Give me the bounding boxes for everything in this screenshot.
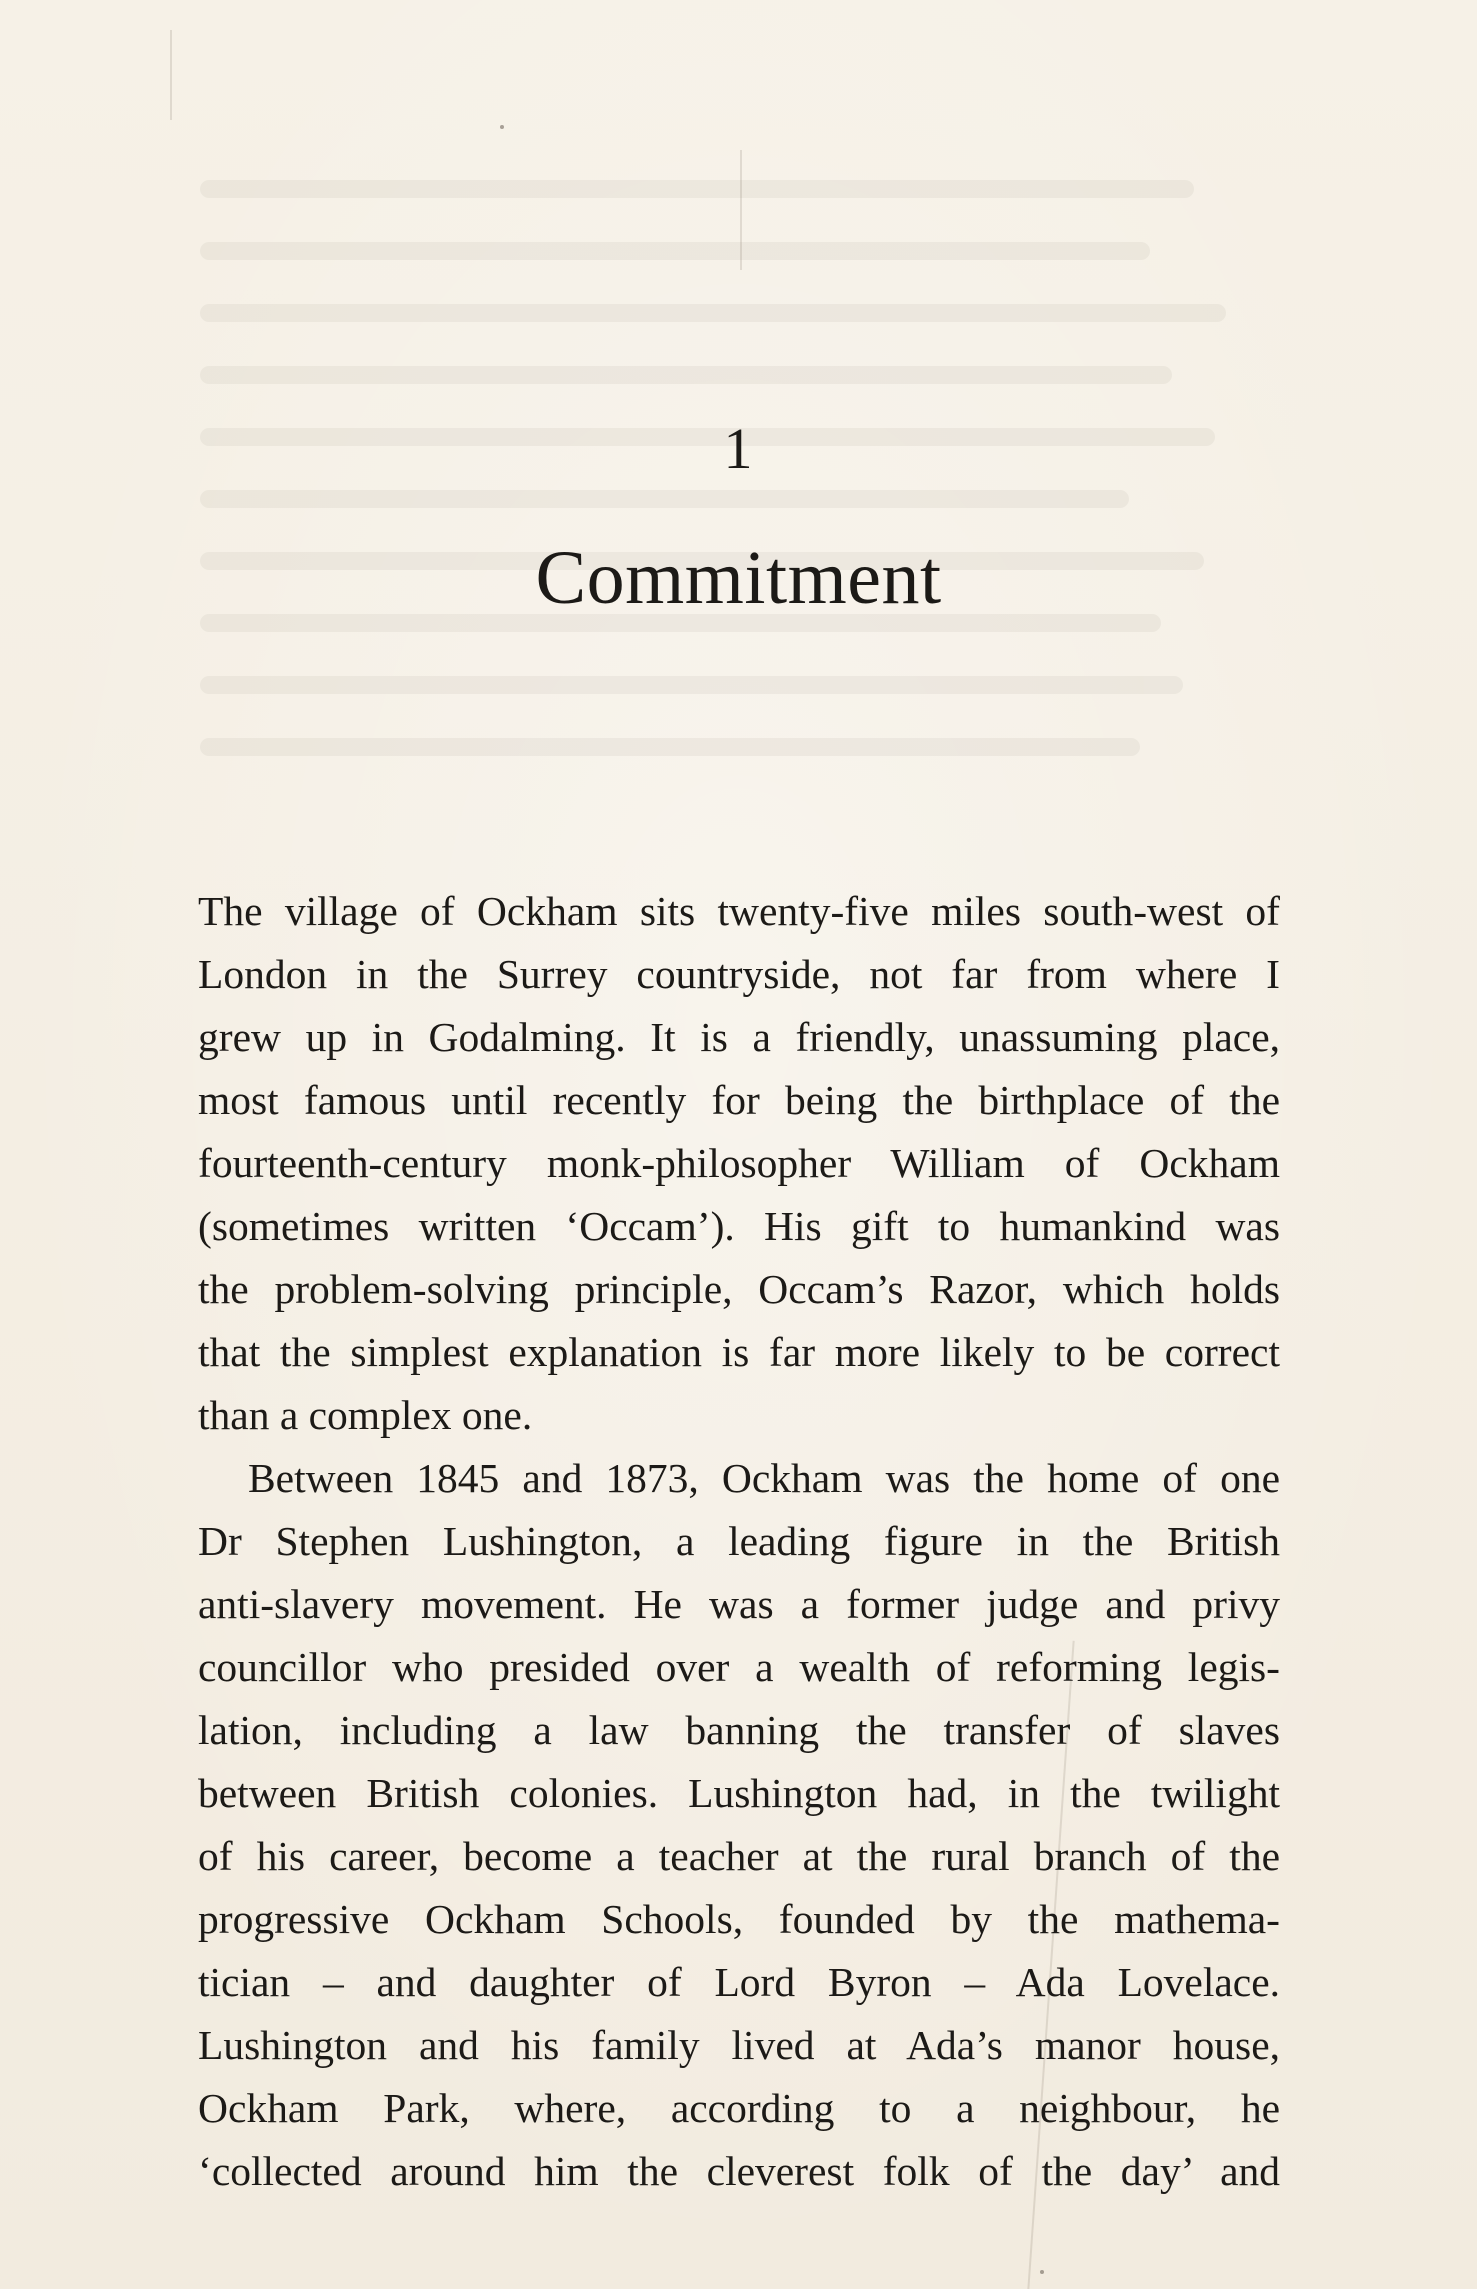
paragraph-1 — [198, 880, 1280, 1447]
text-line: London in the Surrey countryside, not far from where I — [198, 951, 1280, 997]
text-line: the problem-solving principle, Occam’s Razor, which holds — [198, 1266, 1280, 1312]
chapter-number: 1 — [723, 416, 754, 481]
text-line: ‘collected around him the cleverest folk of the day’ and — [198, 2148, 1280, 2194]
text-line: The village of Ockham sits twenty-five miles south-west of — [198, 888, 1280, 934]
text-line: of his career, become a teacher at the rural branch of the — [198, 1833, 1280, 1879]
paper-speck — [1040, 2270, 1044, 2274]
paper-crease — [740, 150, 742, 270]
paper-speck — [500, 125, 504, 129]
text-line: tician – and daughter of Lord Byron – Ada Lovelace. — [198, 1959, 1280, 2005]
text-line: than a complex one. — [198, 1392, 533, 1438]
text-line: fourteenth-century monk-philosopher William of Ockham — [198, 1140, 1280, 1186]
text-line: progressive Ockham Schools, founded by the mathema- — [198, 1896, 1280, 1942]
text-line: Dr Stephen Lushington, a leading figure in the British — [198, 1518, 1280, 1564]
text-line: lation, including a law banning the transfer of slaves — [198, 1707, 1280, 1753]
text-line: Between 1845 and 1873, Ockham was the home of one — [248, 1455, 1280, 1501]
chapter-body — [198, 880, 1280, 2203]
text-line: Ockham Park, where, according to a neighbour, he — [198, 2085, 1280, 2131]
text-line: Lushington and his family lived at Ada’s manor house, — [198, 2022, 1280, 2068]
paper-crease — [170, 30, 172, 120]
show-through-texture — [200, 180, 1280, 880]
text-line: anti-slavery movement. He was a former judge and privy — [198, 1581, 1280, 1627]
text-line: most famous until recently for being the birthplace of the — [198, 1077, 1280, 1123]
paragraph-2 — [198, 1447, 1280, 2203]
text-line: that the simplest explanation is far more likely to be correct — [198, 1329, 1280, 1375]
text-line: between British colonies. Lushington had, in the twilight — [198, 1770, 1280, 1816]
chapter-title: Commitment — [535, 536, 942, 620]
text-line: councillor who presided over a wealth of reforming legis- — [198, 1644, 1280, 1690]
text-line: (sometimes written ‘Occam’). His gift to humankind was — [198, 1203, 1280, 1249]
text-line: grew up in Godalming. It is a friendly, unassuming place, — [198, 1014, 1280, 1060]
